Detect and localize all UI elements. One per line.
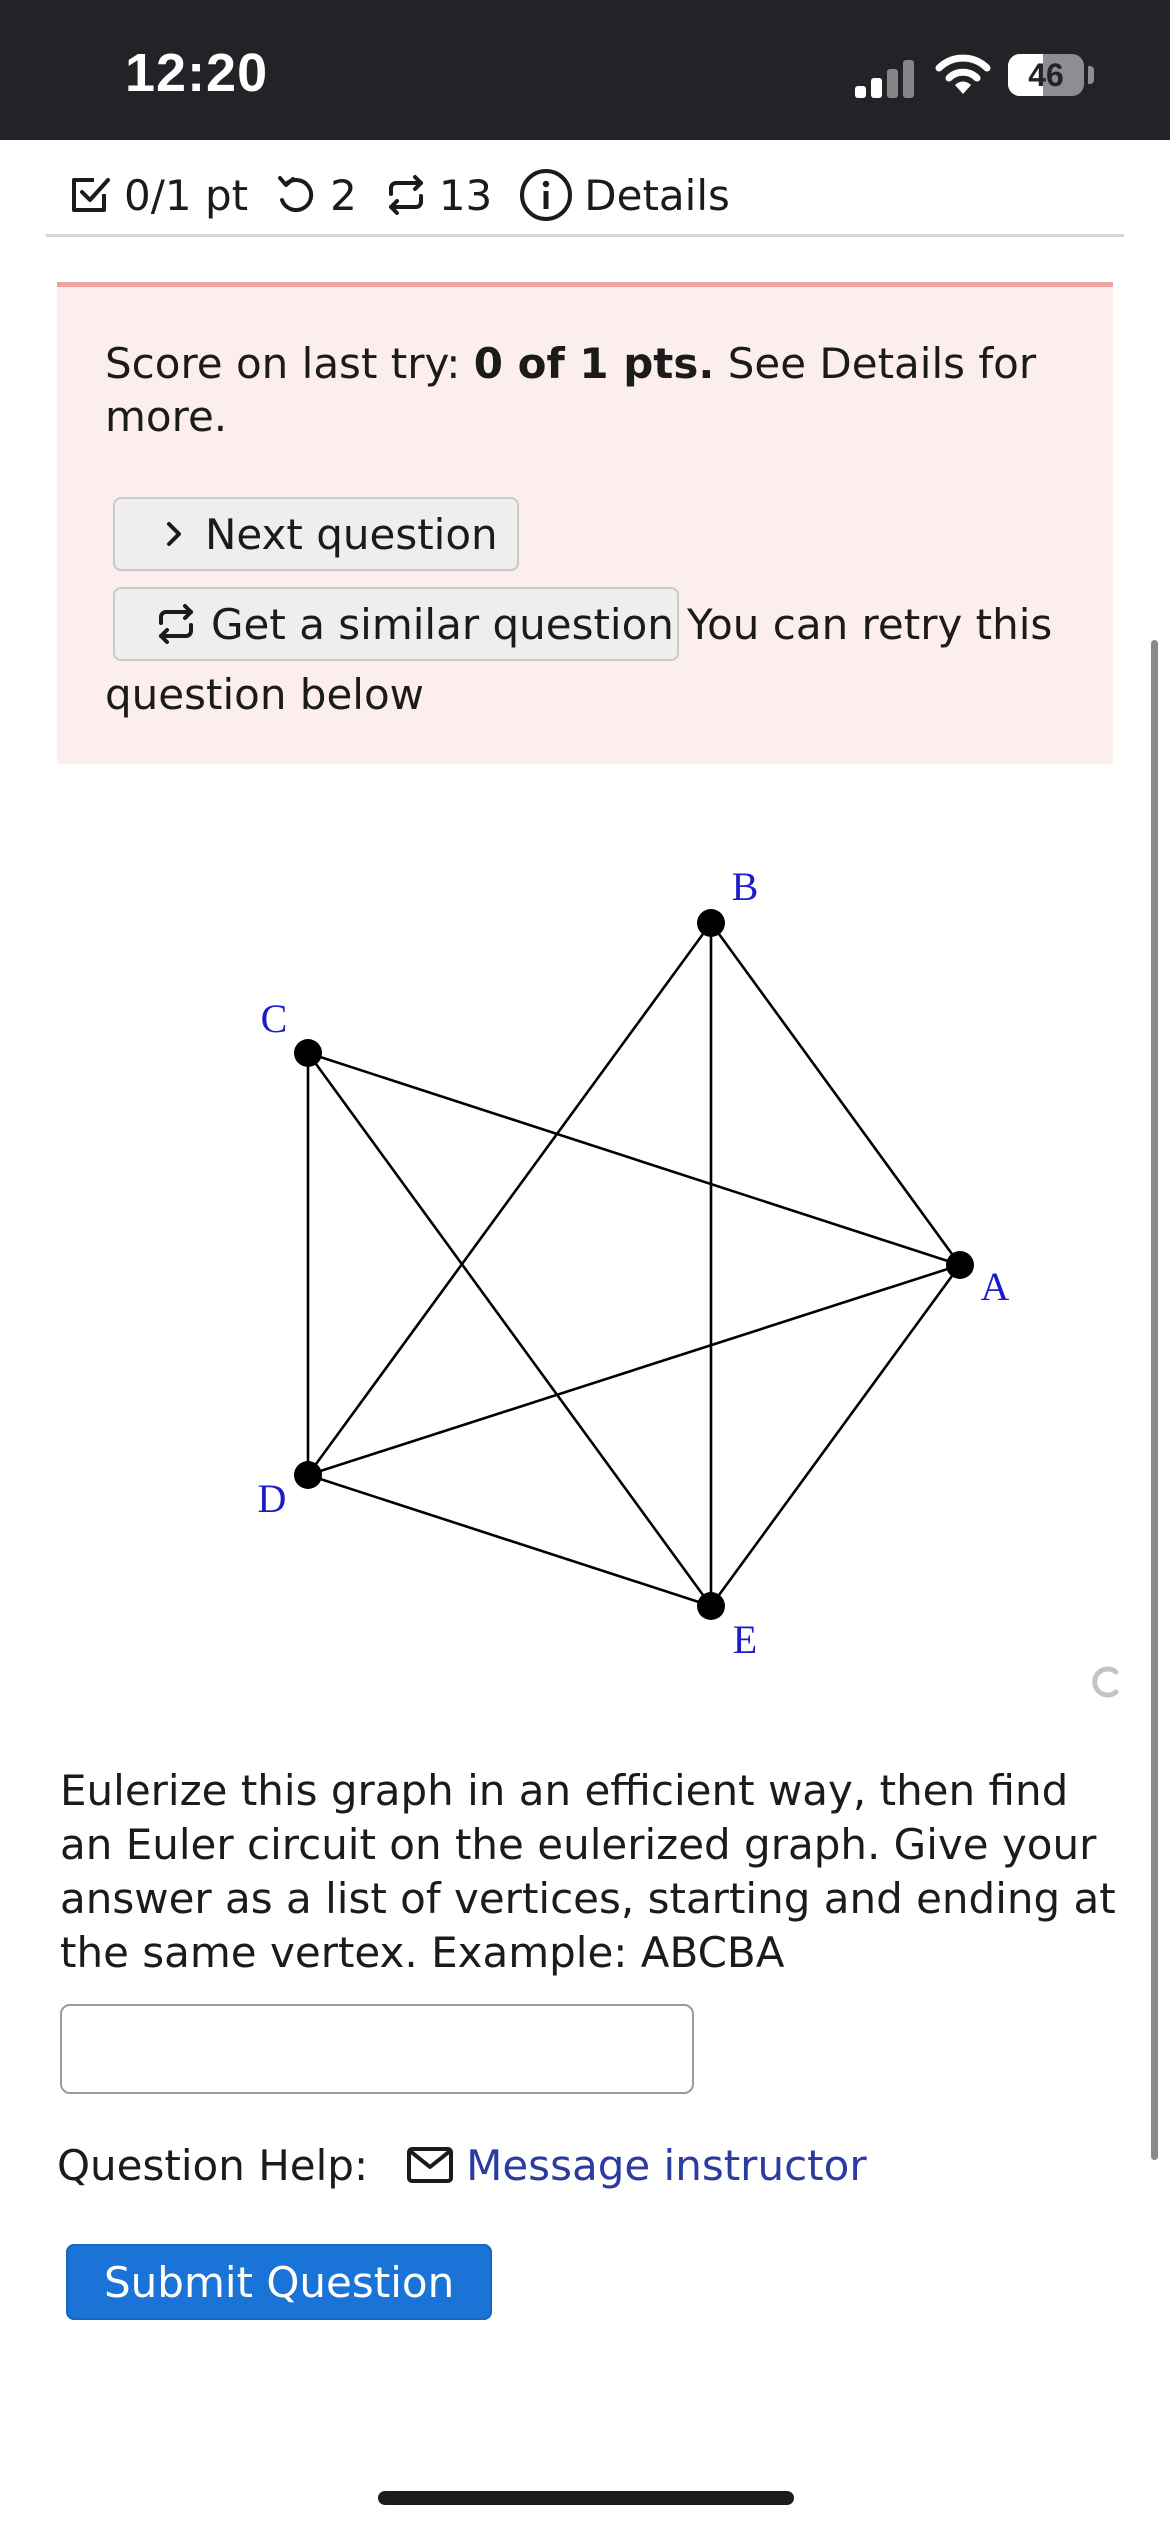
- graph-edge-CE: [308, 1053, 711, 1606]
- scrollbar[interactable]: [1151, 640, 1158, 2160]
- battery-tip: [1088, 66, 1094, 84]
- next-question-label: Next question: [205, 509, 498, 559]
- score-message-value: 0 of 1 pts.: [473, 339, 715, 388]
- graph-edge-AD: [308, 1265, 960, 1475]
- similar-question-button[interactable]: [113, 587, 679, 661]
- divider: [46, 234, 1124, 237]
- graph-edge-AE: [711, 1265, 960, 1606]
- graph-vertex-label-C: C: [260, 996, 288, 1041]
- score-indicator: [68, 171, 248, 220]
- details-link[interactable]: [518, 167, 730, 223]
- score-message-prefix: Score on last try:: [105, 339, 474, 388]
- score-text: 0/1 pt: [124, 170, 249, 220]
- refresh-icon[interactable]: [1088, 1662, 1122, 1702]
- checkbox-icon: [68, 172, 114, 218]
- retry-text: You can retry this: [687, 600, 1053, 649]
- status-time: 12:20: [125, 43, 269, 103]
- repeat-icon: [383, 172, 429, 218]
- repeat-icon: [153, 601, 199, 647]
- details-label: Details: [584, 170, 730, 220]
- question-text: Eulerize this graph in an efficient way, then find an Euler circuit on the eulerized graph. Give your answer as a list of vertices, starting and ending at the same vertex. Example: ABCBA: [60, 1766, 1116, 1977]
- submit-question-button[interactable]: [66, 2244, 492, 2320]
- answer-input[interactable]: [60, 2004, 694, 2094]
- question-info-bar: [68, 160, 1128, 230]
- next-question-button[interactable]: [113, 497, 519, 571]
- graph-vertex-D: [294, 1461, 322, 1489]
- graph-figure: [0, 800, 1170, 1700]
- question-help-label: Question Help:: [57, 2140, 369, 2190]
- message-instructor-label: Message instructor: [466, 2140, 867, 2190]
- versions-count: 13: [438, 170, 493, 220]
- graph-vertex-E: [697, 1592, 725, 1620]
- graph-vertex-label-A: A: [980, 1264, 1010, 1309]
- submit-question-label: Submit Question: [104, 2257, 455, 2307]
- signal-icon: [855, 58, 915, 98]
- score-message: [105, 337, 1065, 443]
- attempts-indicator: [274, 171, 357, 220]
- graph-edge-AC: [308, 1053, 960, 1265]
- message-instructor-link[interactable]: [406, 2141, 866, 2190]
- graph-vertex-C: [294, 1039, 322, 1067]
- graph-vertex-label-B: B: [731, 864, 759, 909]
- battery-icon: [1008, 54, 1084, 96]
- chevron-right-icon: [163, 519, 185, 549]
- undo-icon: [274, 172, 320, 218]
- graph-edge-BD: [308, 923, 711, 1475]
- question-help: [57, 2130, 867, 2200]
- similar-question-label: Get a similar question: [211, 599, 674, 649]
- mail-icon: [406, 2146, 454, 2184]
- status-bar: [0, 0, 1170, 140]
- retry-text-continued: question below: [105, 670, 425, 719]
- graph-vertex-B: [697, 909, 725, 937]
- versions-indicator: [383, 171, 492, 220]
- graph-vertex-label-D: D: [257, 1476, 287, 1521]
- score-alert: [57, 282, 1113, 764]
- home-indicator: [378, 2491, 794, 2505]
- battery-level: 46: [1028, 57, 1064, 93]
- graph-edge-AB: [711, 923, 960, 1265]
- graph-vertex-A: [946, 1251, 974, 1279]
- wifi-icon: [935, 52, 991, 96]
- graph-edge-DE: [308, 1475, 711, 1606]
- graph-vertex-label-E: E: [732, 1617, 758, 1662]
- attempts-count: 2: [330, 170, 357, 220]
- score-message-suffix: See Details for more.: [105, 339, 1037, 441]
- info-icon: [518, 167, 574, 223]
